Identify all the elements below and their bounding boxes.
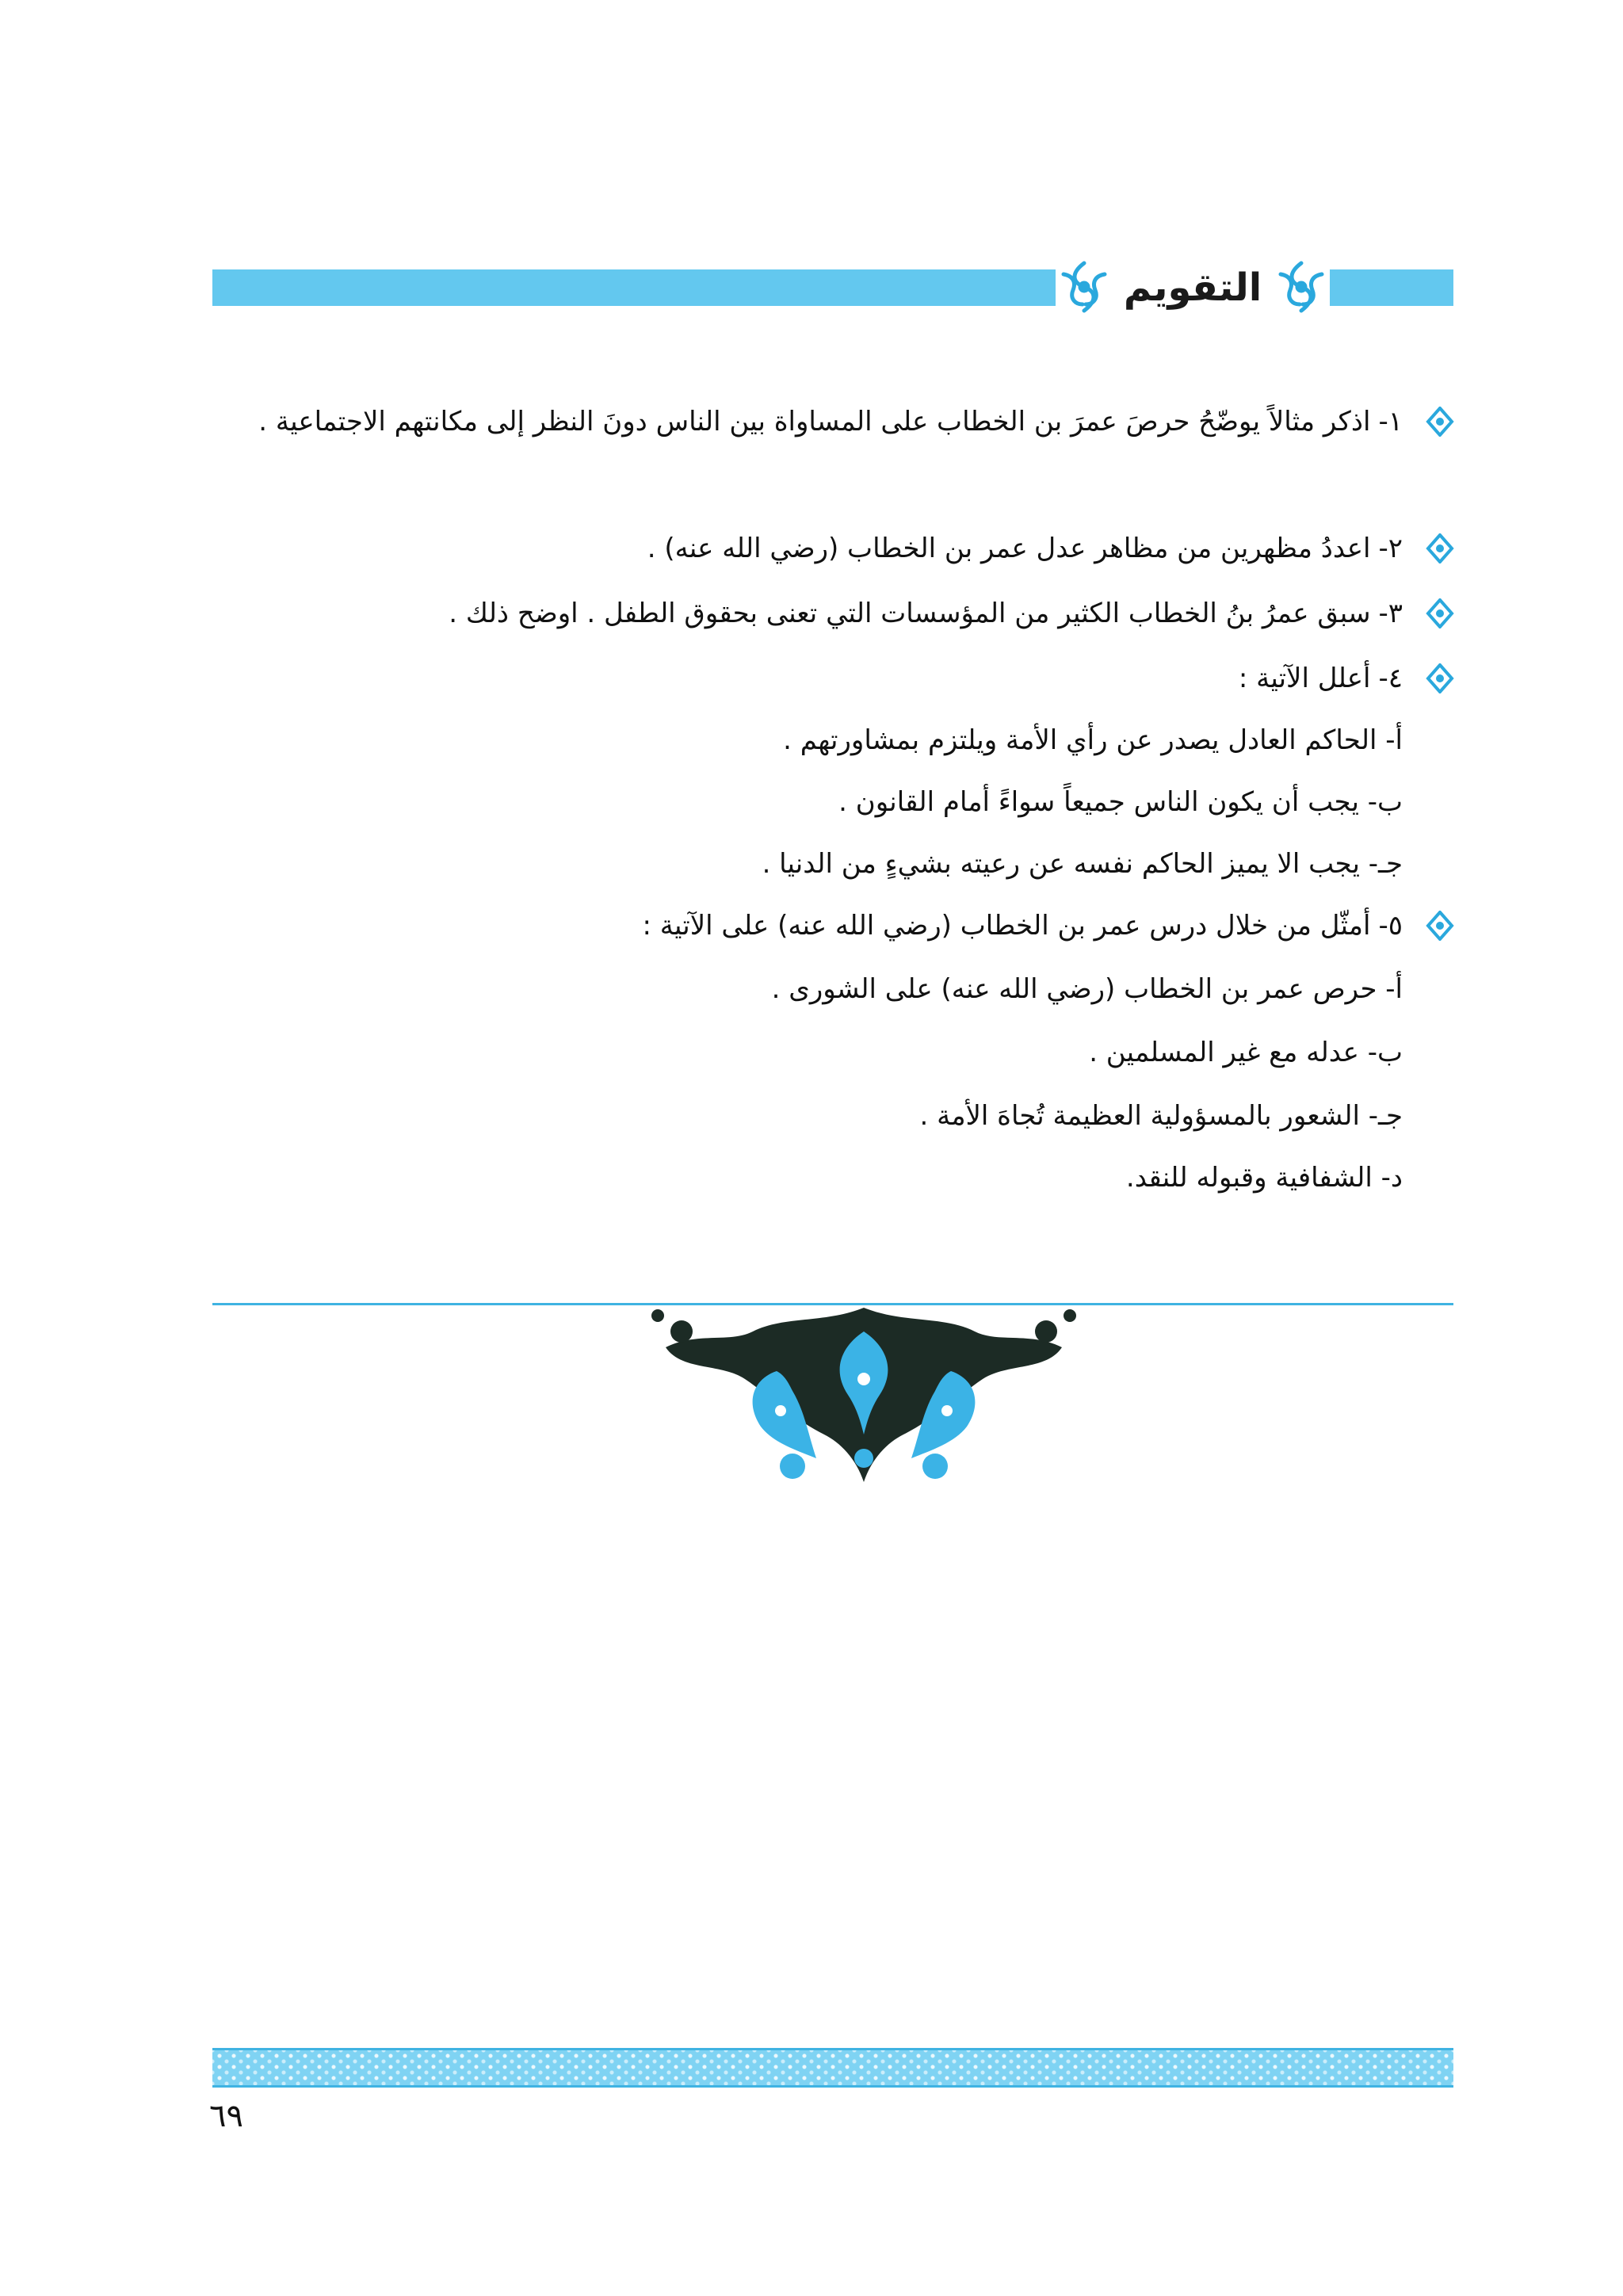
questions-list — [198, 0, 1403, 1268]
diamond-bullet-icon — [1425, 911, 1455, 941]
sub-item: جـ- الشعور بالمسؤولية العظيمة تُجاهَ الأمة . — [919, 1100, 1403, 1132]
question-text: اعددُ مظهرين من مظاهر عدل عمر بن الخطاب (رضي الله عنه) . — [647, 533, 1371, 564]
question-item: ٢-اعددُ مظهرين من مظاهر عدل عمر بن الخطاب (رضي الله عنه) . — [198, 526, 1403, 571]
question-text: سبق عمرُ بنُ الخطاب الكثير من المؤسسات التي تعنى بحقوق الطفل . اوضح ذلك . — [449, 598, 1371, 629]
diamond-bullet-icon — [1425, 407, 1455, 437]
footer-pattern-strip — [212, 2048, 1453, 2088]
sub-item: ب- يجب أن يكون الناس جميعاً سواءً أمام القانون . — [838, 786, 1403, 818]
question-text: أمثّل من خلال درس عمر بن الخطاب (رضي الله عنه) على الآتية : — [642, 910, 1371, 942]
question-text: أعلل الآتية : — [1238, 663, 1371, 694]
question-text: اذكر مثالاً يوضّحُ حرصَ عمرَ بن الخطاب على المساواة بين الناس دونَ النظر إلى مكانتهم الاجتماعية . — [258, 406, 1371, 437]
diamond-bullet-icon — [1425, 533, 1455, 563]
question-item: ٣-سبق عمرُ بنُ الخطاب الكثير من المؤسسات التي تعنى بحقوق الطفل . اوضح ذلك . — [198, 591, 1403, 636]
diamond-bullet-icon — [1425, 598, 1455, 628]
sub-item: جـ- يجب الا يميز الحاكم نفسه عن رعيته بشيءٍ من الدنيا . — [762, 848, 1403, 880]
section-title: التقويم — [1123, 266, 1262, 310]
diamond-bullet-icon — [1425, 663, 1455, 693]
question-item: ٤-أعلل الآتية : — [198, 656, 1403, 701]
sub-item: أ- الحاكم العادل يصدر عن رأي الأمة ويلتزم بمشاورتهم . — [783, 724, 1403, 756]
sub-item: د- الشفافية وقبوله للنقد. — [1125, 1162, 1403, 1194]
question-item: ١-اذكر مثالاً يوضّحُ حرصَ عمرَ بن الخطاب على المساواة بين الناس دونَ النظر إلى مكانتهم الاجتماعية . — [198, 399, 1403, 444]
question-item: ٥-أمثّل من خلال درس عمر بن الخطاب (رضي الله عنه) على الآتية : — [198, 904, 1403, 948]
sub-item: أ- حرص عمر بن الخطاب (رضي الله عنه) على الشورى . — [771, 973, 1403, 1005]
sub-item: ب- عدله مع غير المسلمين . — [1089, 1037, 1403, 1068]
floral-ornament-icon — [634, 1300, 1094, 1490]
page-number: ٦٩ — [209, 2098, 243, 2134]
